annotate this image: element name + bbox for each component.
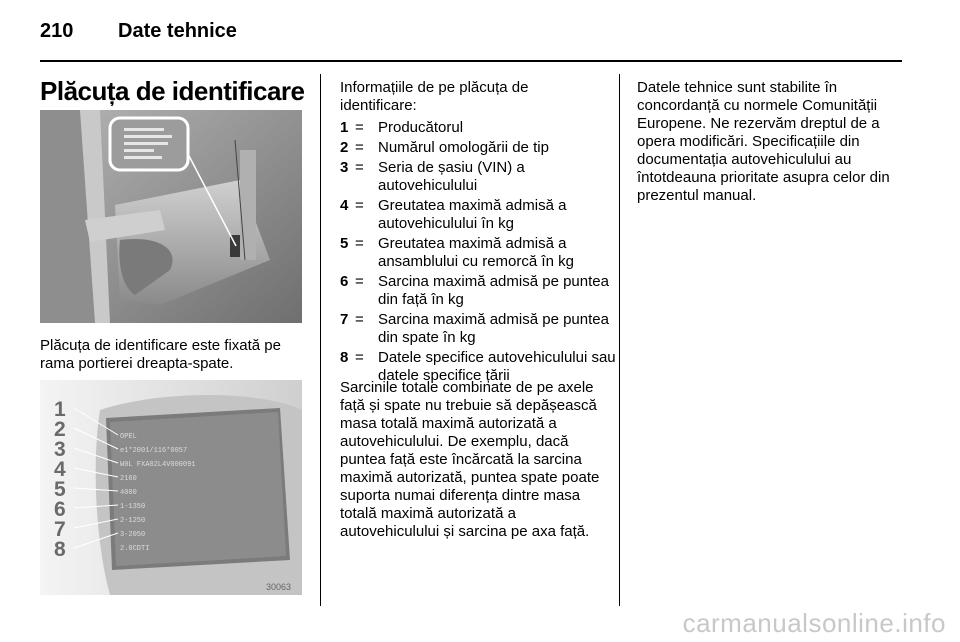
list-item: 7 = Sarcina maximă admisă pe puntea din spate în kg [340,311,609,346]
callout-label: 7 [54,518,66,541]
plate-info-intro: Informațiile de pe plăcuța de identificare: [340,79,529,114]
list-item: 8 = Datele specifice autovehiculului sau datele specifice țării [340,349,616,384]
plate-line: 3-2050 [120,531,146,539]
callout-label: 2 [54,418,66,441]
list-item: 5 = Greutatea maximă admisă a ansamblului cu remorcă în kg [340,235,574,270]
list-item: 6 = Sarcina maximă admisă pe puntea din față în kg [340,273,609,308]
header-rule [40,60,902,62]
plate-line: W0L FXA02L4V000091 [120,461,196,469]
technical-data-note: Datele tehnice sunt stabilite în concordanță cu normele Comunității Europene. Ne rezervăm dreptul de a opera modificări. Specificațiile din documentația autovehiculului au întotdeauna prioritate asupra celor din prezentul manual. [637,79,890,204]
figure-code: 30063 [266,582,292,592]
plate-line: 2-1250 [120,517,146,525]
callout-label: 4 [54,458,66,481]
plate-line: 4000 [120,489,137,497]
axle-load-note: Sarcinile totale combinate de pe axele față și spate nu trebuie să depășească masa totală maximă autorizată a autovehiculului. De exemplu, dacă puntea față este încărcată la sarcina maximă autorizată, puntea spate poate suporta numai diferența dintre masa totală maximă autorizată a autovehiculului și sarcina pe axa față. [340,379,600,540]
page-number: 210 [40,20,74,42]
plate-line: 2.0CDTI [120,545,150,553]
list-item: 1 = Producătorul [340,119,464,136]
door-frame-illustration [40,110,302,323]
callout-label: 1 [54,398,66,421]
page-header-title: Date tehnice [118,20,237,42]
column-divider-1 [320,74,321,606]
plate-closeup-photo [40,380,302,595]
plate-line: e1*2001/116*0057 [120,447,188,455]
list-item: 2 = Numărul omologării de tip [340,139,549,156]
callout-label: 5 [54,478,66,501]
list-item: 4 = Greutatea maximă admisă a autovehiculului în kg [340,197,567,232]
door-frame-photo [40,110,302,323]
callout-label: 6 [54,498,66,521]
callout-label: 3 [54,438,66,461]
plate-closeup-illustration [40,380,302,595]
watermark: carmanualsonline.info [682,608,946,638]
plate-line: 2160 [120,475,137,483]
plate-line: 1-1350 [120,503,146,511]
list-item: 3 = Seria de șasiu (VIN) a autovehiculului [340,159,525,194]
section-title: Plăcuța de identificare [40,76,305,106]
callout-label: 8 [54,538,66,561]
plate-info-list [340,119,620,387]
plate-line: OPEL [120,433,137,441]
plate-location-caption: Plăcuța de identificare este fixată pe rama portierei dreapta-spate. [40,337,281,372]
